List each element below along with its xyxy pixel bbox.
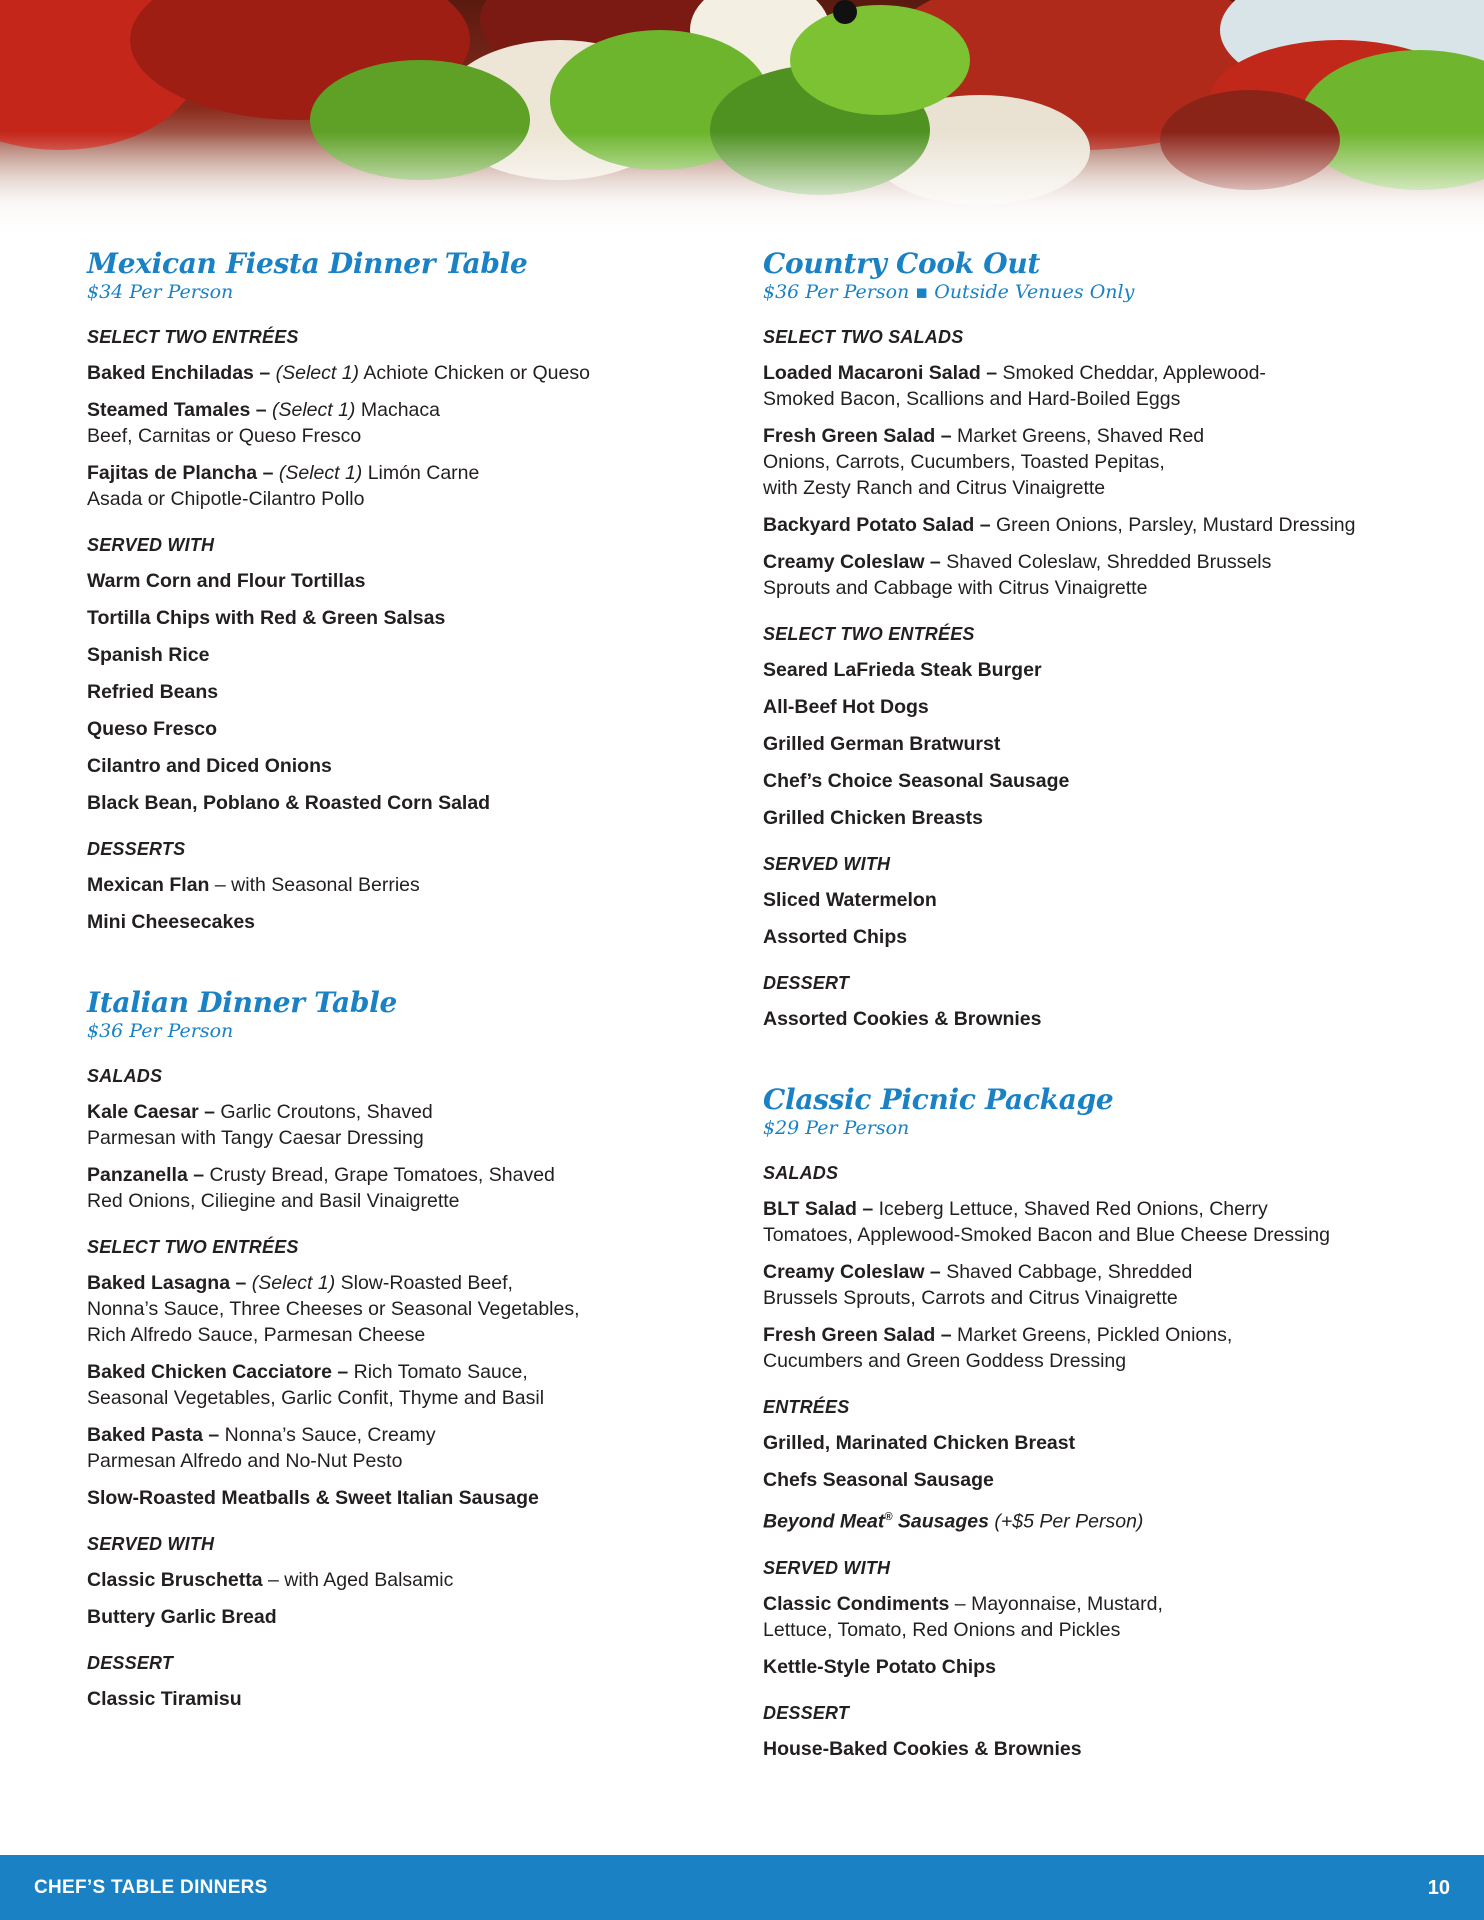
menu-item: All-Beef Hot Dogs: [763, 696, 929, 718]
menu-item: Baked Enchiladas – (Select 1) Achiote Chicken or Queso: [87, 362, 590, 384]
menu-item: Assorted Cookies & Brownies: [763, 1008, 1042, 1030]
page-number: 10: [1427, 1877, 1450, 1899]
salads-heading: SALADS: [87, 1066, 163, 1086]
footer-title: CHEF’S TABLE DINNERS: [34, 1877, 268, 1898]
menu-item: Chef’s Choice Seasonal Sausage: [763, 770, 1070, 792]
menu-item: Assorted Chips: [763, 926, 908, 948]
menu-item: Creamy Coleslaw – Shaved Cabbage, Shredded Brussels Sprouts, Carrots and Citrus Vinaigrette: [763, 1261, 1193, 1309]
section-price: $29 Per Person: [763, 1117, 910, 1139]
menu-item: Fresh Green Salad – Market Greens, Pickled Onions, Cucumbers and Green Goddess Dressing: [763, 1324, 1233, 1372]
section-title: Country Cook Out: [763, 247, 1041, 280]
salads-heading: SALADS: [763, 1163, 839, 1183]
menu-item: Mini Cheesecakes: [87, 911, 256, 933]
menu-item: Classic Tiramisu: [87, 1688, 242, 1710]
section-title: Classic Picnic Package: [763, 1083, 1114, 1116]
dessert-heading: DESSERT: [763, 973, 850, 993]
menu-item: Backyard Potato Salad – Green Onions, Parsley, Mustard Dressing: [763, 514, 1356, 536]
entrees-heading: SELECT TWO ENTRÉES: [87, 327, 299, 347]
left-column: [87, 248, 707, 1734]
desserts-heading: DESSERTS: [87, 839, 186, 859]
menu-item: Fresh Green Salad – Market Greens, Shaved Red Onions, Carrots, Cucumbers, Toasted Pepitas, with Zesty Ranch and Citrus Vinaigrette: [763, 425, 1205, 499]
salads-heading: SELECT TWO SALADS: [763, 327, 964, 347]
country-section: [763, 248, 1383, 1032]
menu-item: Black Bean, Poblano & Roasted Corn Salad: [87, 792, 491, 814]
menu-item: Baked Chicken Cacciatore – Rich Tomato Sauce, Seasonal Vegetables, Garlic Confit, Thyme and Basil: [87, 1361, 545, 1409]
menu-item: Seared LaFrieda Steak Burger: [763, 659, 1042, 681]
right-column: [763, 248, 1383, 1784]
served-heading: SERVED WITH: [763, 1557, 891, 1578]
menu-item: Refried Beans: [87, 681, 219, 703]
menu-item: House-Baked Cookies & Brownies: [763, 1737, 1082, 1760]
entrees-heading: ENTRÉES: [763, 1397, 850, 1417]
section-title: Italian Dinner Table: [87, 986, 397, 1019]
menu-item: BLT Salad – Iceberg Lettuce, Shaved Red Onions, Cherry Tomatoes, Applewood-Smoked Bacon and Blue Cheese Dressing: [763, 1198, 1330, 1246]
menu-item: Chefs Seasonal Sausage: [763, 1469, 994, 1491]
footer-bar: [0, 1855, 1484, 1920]
menu-item: Steamed Tamales – (Select 1) Machaca Beef, Carnitas or Queso Fresco: [87, 399, 440, 447]
menu-item: Panzanella – Crusty Bread, Grape Tomatoes, Shaved Red Onions, Ciliegine and Basil Vinaigrette: [87, 1164, 555, 1212]
menu-item: Sliced Watermelon: [763, 889, 937, 911]
menu-item: Buttery Garlic Bread: [87, 1606, 277, 1628]
section-price: $36 Per Person: [87, 1020, 234, 1042]
menu-item: Grilled, Marinated Chicken Breast: [763, 1432, 1076, 1454]
menu-item: Grilled Chicken Breasts: [763, 807, 984, 829]
menu-item: Classic Condiments – Mayonnaise, Mustard, Lettuce, Tomato, Red Onions and Pickles: [763, 1592, 1163, 1641]
menu-item: Beyond Meat® Sausages (+$5 Per Person): [763, 1510, 1144, 1533]
menu-item: Queso Fresco: [87, 718, 218, 740]
served-heading: SERVED WITH: [763, 854, 891, 874]
section-title: Mexican Fiesta Dinner Table: [87, 247, 528, 280]
menu-item: Tortilla Chips with Red & Green Salsas: [87, 607, 446, 629]
menu-item: Baked Pasta – Nonna’s Sauce, Creamy Parmesan Alfredo and No-Nut Pesto: [87, 1424, 436, 1472]
menu-item: Loaded Macaroni Salad – Smoked Cheddar, Applewood- Smoked Bacon, Scallions and Hard-Boiled Eggs: [763, 362, 1266, 410]
menu-item: Slow-Roasted Meatballs & Sweet Italian Sausage: [87, 1487, 539, 1509]
menu-item: Warm Corn and Flour Tortillas: [87, 570, 366, 592]
entrees-heading: SELECT TWO ENTRÉES: [763, 624, 975, 644]
dessert-heading: DESSERT: [87, 1653, 174, 1673]
served-heading: SERVED WITH: [87, 535, 215, 555]
italian-section: [87, 987, 707, 1712]
served-heading: SERVED WITH: [87, 1534, 215, 1554]
menu-item: Fajitas de Plancha – (Select 1) Limón Carne Asada or Chipotle-Cilantro Pollo: [87, 462, 480, 510]
hero-image: [0, 0, 1484, 240]
menu-item: Creamy Coleslaw – Shaved Coleslaw, Shredded Brussels Sprouts and Cabbage with Citrus Vinaigrette: [763, 551, 1272, 599]
dessert-heading: DESSERT: [763, 1702, 850, 1723]
menu-item: Kale Caesar – Garlic Croutons, Shaved Parmesan with Tangy Caesar Dressing: [87, 1101, 433, 1149]
menu-item: Mexican Flan – with Seasonal Berries: [87, 874, 420, 896]
menu-item: Grilled German Bratwurst: [763, 733, 1001, 755]
menu-item: Spanish Rice: [87, 644, 210, 666]
section-price: $34 Per Person: [87, 281, 234, 303]
menu-item: Baked Lasagna – (Select 1) Slow-Roasted Beef, Nonna’s Sauce, Three Cheeses or Seasonal Vegetables, Rich Alfredo Sauce, Parmesan Cheese: [87, 1272, 580, 1346]
picnic-section: [763, 1084, 1383, 1762]
menu-item: Kettle-Style Potato Chips: [763, 1655, 996, 1678]
mexican-section: [87, 248, 707, 935]
menu-item: Classic Bruschetta – with Aged Balsamic: [87, 1569, 454, 1591]
section-price: $36 Per Person ▪ Outside Venues Only: [763, 281, 1135, 303]
menu-item: Cilantro and Diced Onions: [87, 755, 332, 777]
entrees-heading: SELECT TWO ENTRÉES: [87, 1237, 299, 1257]
